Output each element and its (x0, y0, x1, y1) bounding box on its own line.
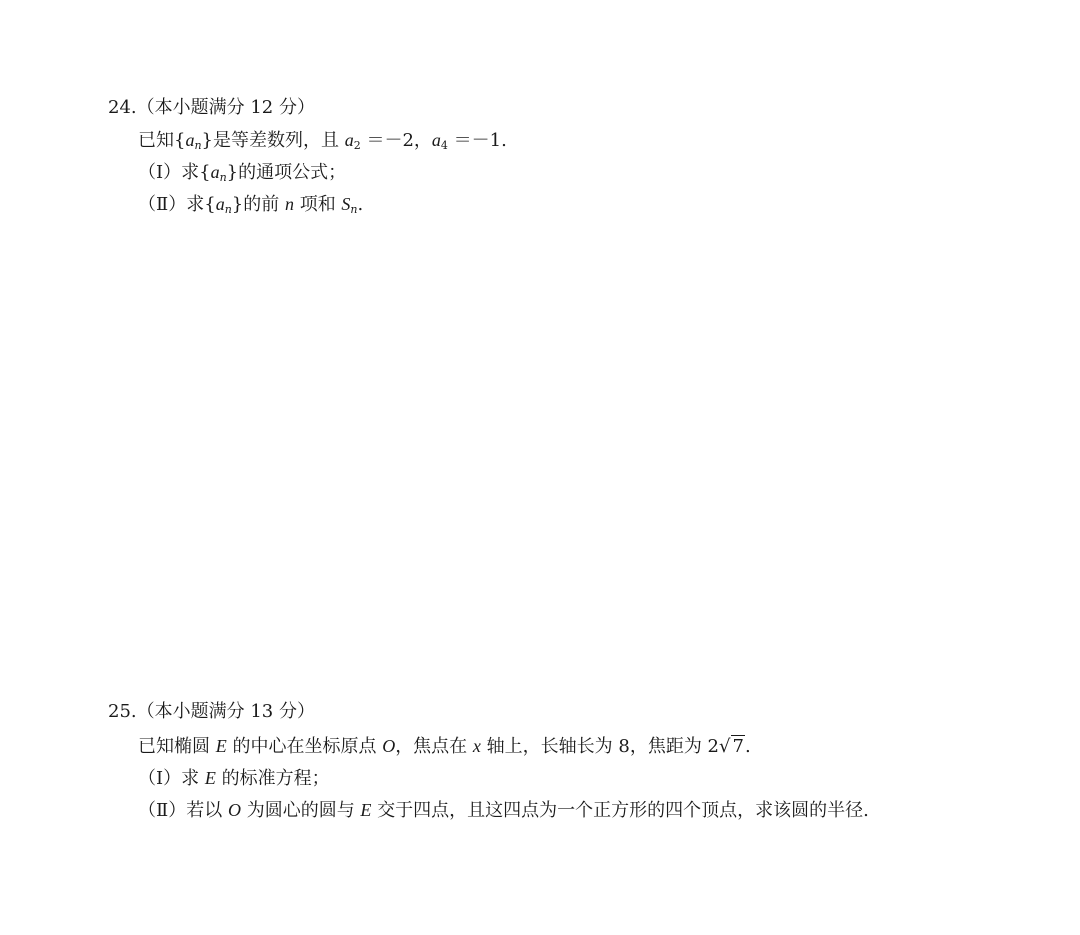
text: 项和 (293, 194, 342, 215)
var-a2: a (344, 130, 354, 150)
text: }是等差数列，且 (201, 130, 345, 151)
text: （Ⅱ）求{ (138, 194, 216, 215)
text: （Ⅱ）若以 (138, 800, 228, 821)
problem-25-part-2 (138, 798, 869, 823)
text: 的中心在坐标原点 (226, 736, 383, 757)
text: 的标准方程； (215, 768, 330, 789)
var-a: a (215, 194, 225, 214)
text: （Ⅰ）求 (138, 768, 205, 789)
text: ＝－2， (360, 130, 432, 151)
problem-25-header: 25.（本小题满分 13 分） (108, 701, 315, 722)
var-E: E (360, 800, 372, 820)
var-S: S (341, 194, 351, 214)
text: 轴上，长轴长为 8，焦距为 2 (480, 736, 719, 757)
text: ＝－1. (447, 130, 507, 151)
var-a: a (210, 162, 220, 182)
sub-n: n (350, 203, 358, 216)
text: 为圆心的圆与 (240, 800, 361, 821)
var-E: E (204, 768, 216, 788)
text: 已知椭圆 (138, 736, 216, 757)
sqrt-symbol: √ 7 (719, 736, 744, 757)
text: （Ⅰ）求{ (138, 162, 211, 183)
problem-24-header: 24.（本小题满分 12 分） (108, 97, 315, 118)
var-n: n (284, 194, 294, 214)
text: 已知{ (138, 130, 186, 151)
problem-24-part-2 (138, 192, 363, 222)
var-a4: a (431, 130, 441, 150)
problem-25-statement (138, 734, 751, 759)
sub-4: 4 (440, 139, 448, 152)
text: . (357, 194, 364, 215)
text: 交于四点，且这四点为一个正方形的四个顶点，求该圆的半径. (371, 800, 869, 821)
sub-2: 2 (353, 139, 361, 152)
problem-25-part-1 (138, 766, 330, 791)
var-x: x (472, 736, 481, 756)
sub-n: n (224, 203, 232, 216)
problem-24-part-1 (138, 160, 346, 190)
text: }的通项公式； (226, 162, 347, 183)
radicand: 7 (732, 736, 744, 757)
sub-n: n (219, 171, 227, 184)
var-a: a (185, 130, 195, 150)
var-O: O (227, 800, 241, 820)
var-O: O (382, 736, 396, 756)
var-E: E (215, 736, 227, 756)
sub-n: n (194, 139, 202, 152)
text: ，焦点在 (395, 736, 473, 757)
text: }的前 (231, 194, 285, 215)
text: . (744, 736, 751, 757)
problem-24-statement (138, 128, 507, 158)
